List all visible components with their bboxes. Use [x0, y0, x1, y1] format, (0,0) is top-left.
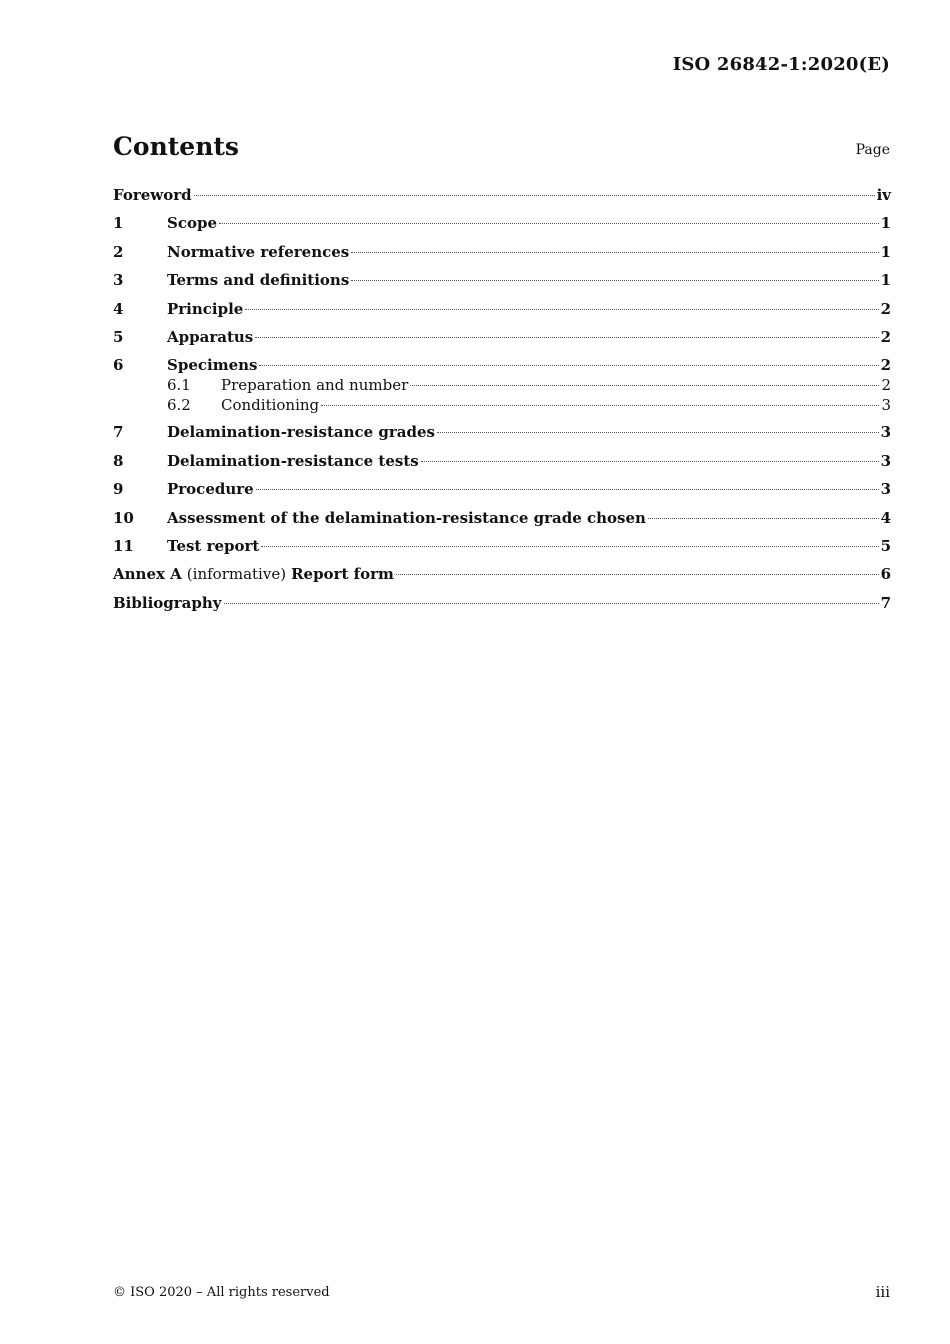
toc-entry-title: Delamination-resistance grades	[167, 423, 436, 442]
toc-entry-title: Normative references	[167, 242, 350, 261]
toc-entry-page: 3	[880, 451, 891, 470]
annex-title: Report form	[291, 565, 394, 584]
toc-entry-page: 1	[880, 214, 891, 233]
toc-entry-9[interactable]	[113, 480, 891, 508]
toc-entry-title: Procedure	[167, 480, 254, 499]
dot-leader	[396, 574, 879, 575]
dot-leader	[410, 385, 879, 386]
toc-subentry-title: Conditioning	[221, 395, 320, 414]
dot-leader	[648, 518, 879, 519]
toc-entry-title: Terms and definitions	[167, 271, 350, 290]
toc-entry-bibliography[interactable]	[113, 594, 891, 622]
toc-entry-number: 4	[113, 299, 124, 318]
dot-leader	[194, 195, 875, 196]
copyright-notice: © ISO 2020 – All rights reserved	[113, 1285, 330, 1300]
toc-entry-2[interactable]	[113, 243, 891, 271]
toc-entry-page: 3	[880, 423, 891, 442]
contents-heading: Contents	[113, 132, 240, 161]
toc-entry-page: 2	[880, 299, 891, 318]
toc-subentry-6-1[interactable]	[113, 376, 891, 395]
toc-entry-page: 3	[880, 480, 891, 499]
page-number: iii	[875, 1283, 890, 1301]
toc-entry-number: 3	[113, 271, 124, 290]
toc-subentry-page: 2	[881, 376, 891, 395]
toc-entry-title: Test report	[167, 537, 260, 555]
toc-subentry-page: 3	[881, 395, 891, 414]
annex-label: Annex A	[113, 565, 182, 584]
toc-entry-page: 6	[880, 565, 891, 584]
dot-leader	[256, 489, 879, 490]
toc-entry-page: 1	[880, 242, 891, 261]
dot-leader	[421, 461, 879, 462]
toc-entry-page: 4	[880, 508, 891, 527]
toc-entry-page: 2	[880, 327, 891, 346]
toc-entry-page: iv	[876, 186, 891, 204]
dot-leader	[224, 603, 879, 604]
toc-subentry-title: Preparation and number	[221, 376, 409, 395]
toc-entry-title: Foreword	[113, 186, 192, 204]
dot-leader	[437, 432, 879, 433]
toc-entry-annex-a[interactable]	[113, 565, 891, 593]
dot-leader	[219, 223, 879, 224]
toc-entry-number: 2	[113, 242, 124, 261]
toc-entry-number: 8	[113, 451, 124, 470]
annex-note: (informative)	[186, 565, 287, 584]
toc-entry-8[interactable]	[113, 452, 891, 480]
toc-entry-title: Assessment of the delamination-resistance grade chosen	[167, 508, 646, 527]
toc-entry-number: 6	[113, 356, 124, 375]
toc-entry-title: Delamination-resistance tests	[167, 451, 419, 470]
toc-entry-title: Bibliography	[113, 593, 222, 612]
toc-entry-page: 7	[880, 593, 891, 612]
toc-subentry-6-2[interactable]	[113, 396, 891, 415]
toc-entry-number: 10	[113, 508, 134, 527]
toc-entry-page: 1	[880, 271, 891, 290]
toc-entry-3[interactable]	[113, 271, 891, 299]
toc-subentry-number: 6.1	[167, 376, 191, 395]
toc-entry-title: Apparatus	[167, 327, 254, 346]
toc-entry-4[interactable]	[113, 300, 891, 328]
dot-leader	[259, 365, 878, 366]
dot-leader	[351, 252, 878, 253]
toc-subentry-number: 6.2	[167, 395, 191, 414]
page-column-label: Page	[855, 142, 890, 158]
table-of-contents	[113, 186, 891, 622]
toc-entry-7[interactable]	[113, 423, 891, 451]
toc-entry-foreword[interactable]	[113, 186, 891, 214]
dot-leader	[261, 546, 878, 547]
toc-entry-number: 5	[113, 327, 124, 346]
toc-entry-title: Scope	[167, 214, 218, 233]
toc-entry-page: 2	[880, 356, 891, 375]
dot-leader	[321, 405, 879, 406]
toc-entry-title: Specimens	[167, 356, 258, 375]
toc-entry-10[interactable]	[113, 509, 891, 537]
toc-entry-title: Principle	[167, 299, 244, 318]
toc-entry-number: 7	[113, 423, 124, 442]
document-id: ISO 26842-1:2020(E)	[672, 54, 890, 75]
toc-entry-1[interactable]	[113, 214, 891, 242]
toc-entry-5[interactable]	[113, 328, 891, 356]
toc-entry-6[interactable]	[113, 356, 891, 376]
toc-entry-page: 5	[880, 537, 891, 555]
toc-entry-11[interactable]	[113, 537, 891, 565]
toc-entry-number: 9	[113, 480, 124, 499]
dot-leader	[255, 337, 878, 338]
dot-leader	[245, 309, 878, 310]
toc-entry-number: 1	[113, 214, 124, 233]
toc-entry-number: 11	[113, 537, 134, 555]
dot-leader	[351, 280, 878, 281]
